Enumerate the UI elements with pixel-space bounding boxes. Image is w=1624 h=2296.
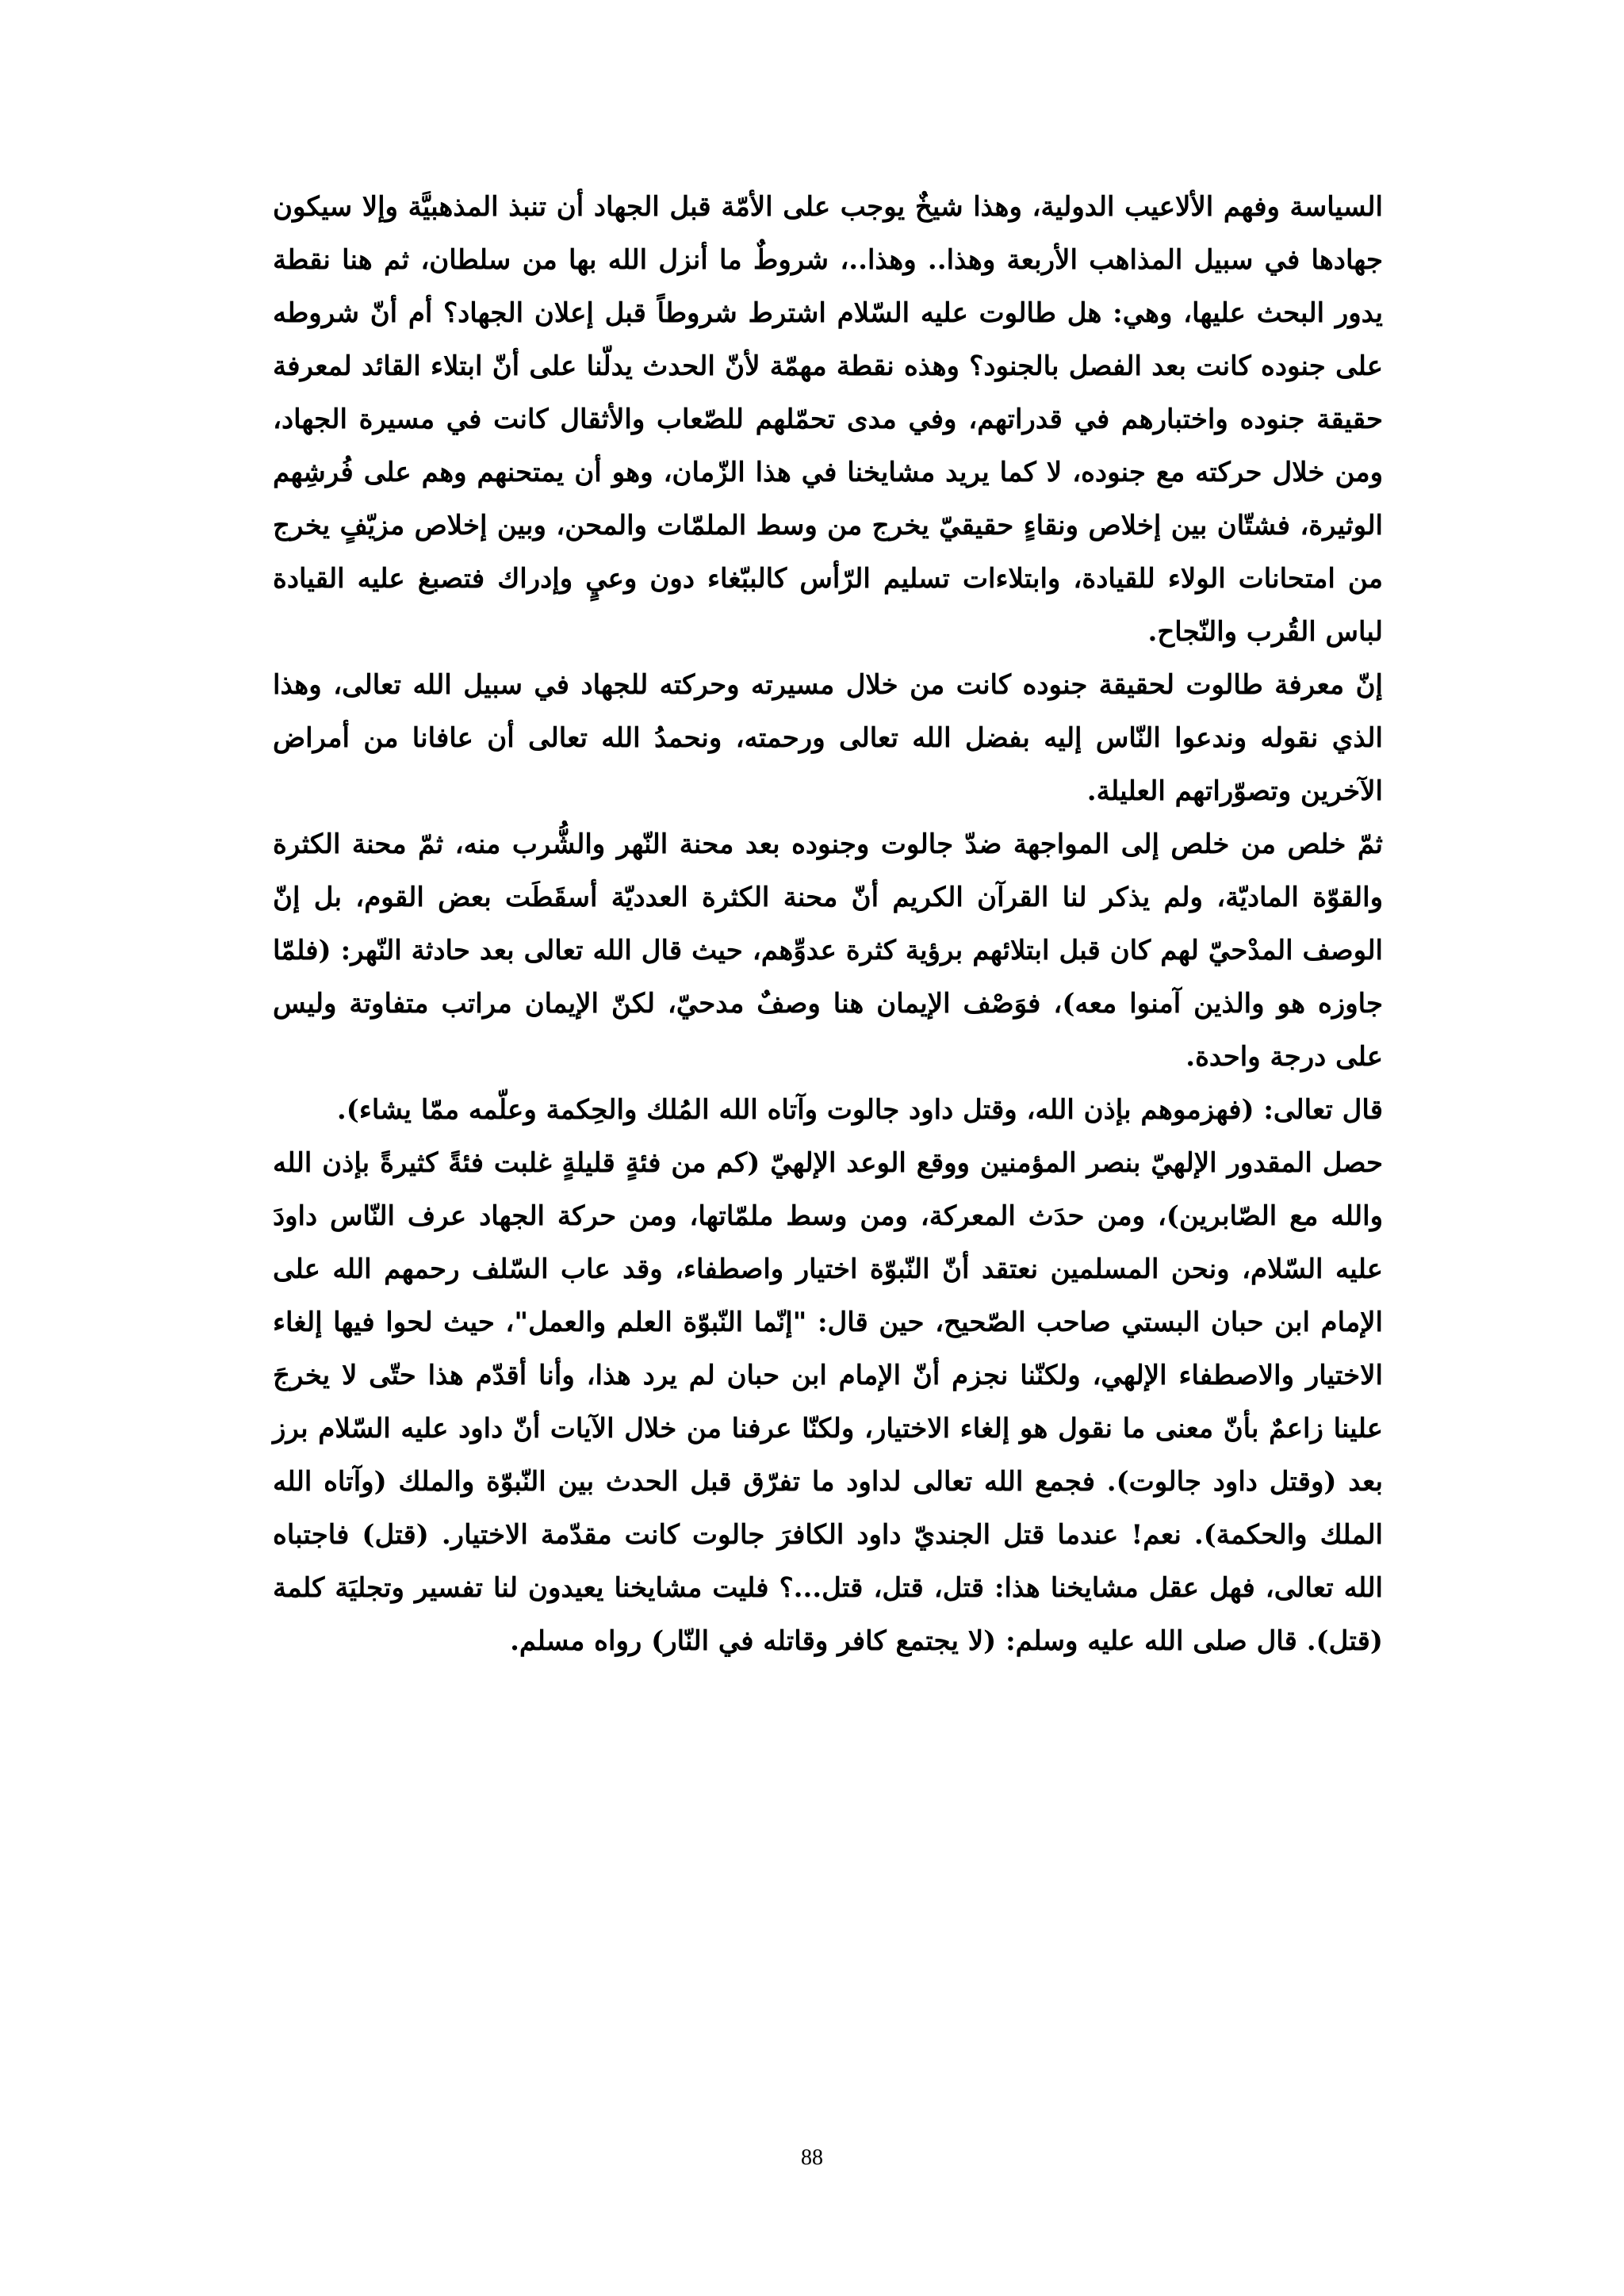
paragraph-5: حصل المقدور الإلهيّ بنصر المؤمنين ووقع الوعد الإلهيّ (كم من فئةٍ قليلةٍ غلبت فئةً كثيرةً بإذن الله والله مع الصّابرين)، ومن حدَث المعركة، ومن وسط ملمّاتها، ومن حركة الجهاد عرف النّاس داودَ عليه السّلام، ونحن المسلمين نعتقد أنّ النّبوّة اختيار واصطفاء، وقد عاب السّلف رحمهم الله على الإمام ابن حبان البستي صاحب الصّحيح، حين قال: "إنّما النّبوّة العلم والعمل"، حيث لحوا فيها إلغاء الاختيار والاصطفاء الإلهي، ولكنّنا نجزم أنّ الإمام ابن حبان لم يرد هذا، وأنا أقدّم هذا حتّى لا يخرجَ علينا زاعمٌ بأنّ معنى ما نقول هو إلغاء الاختيار، ولكنّا عرفنا من خلال الآيات أنّ داود عليه السّلام برز بعد (وقتل داود جالوت). فجمع الله تعالى لداود ما تفرّق قبل الحدث بين النّبوّة والملك (وآتاه الله الملك والحكمة). نعم! عندما قتل الجنديّ داود الكافرَ جالوت كانت مقدّمة الاختيار. (قتل) فاجتباه الله تعالى، فهل عقل مشايخنا هذا: قتل، قتل، قتل...؟ فليت مشايخنا يعيدون لنا تفسير وتجليَة كلمة (قتل). قال صلى الله عليه وسلم: (لا يجتمع كافر وقاتله في النّار) رواه مسلم. [273, 1147, 1383, 1657]
page-number: 88 [801, 2145, 823, 2170]
paragraph-3: ثمّ خلص من خلص إلى المواجهة ضدّ جالوت وجنوده بعد محنة النّهر والشُّرب منه، ثمّ محنة الكثرة والقوّة الماديّة، ولم يذكر لنا القرآن الكريم أنّ محنة الكثرة العدديّة أسقَطَت بعض القوم، بل إنّ الوصف المدْحيّ لهم كان قبل ابتلائهم برؤية كثرة عدوِّهم، حيث قال الله تعالى بعد حادثة النّهر: (فلمّا جاوزه هو والذين آمنوا معه)، فوَصْف الإيمان هنا وصفٌ مدحيّ، لكنّ الإيمان مراتب متفاوتة وليس على درجة واحدة. [273, 828, 1383, 1073]
paragraph-4: قال تعالى: (فهزموهم بإذن الله، وقتل داود جالوت وآتاه الله المُلك والحِكمة وعلّمه ممّا يشاء). [336, 1094, 1383, 1126]
paragraph-1: السياسة وفهم الألاعيب الدولية، وهذا شيخٌ يوجب على الأمّة قبل الجهاد أن تنبذ المذهبيَّة وإلا سيكون جهادها في سبيل المذاهب الأربعة وهذا.. وهذا..، شروطٌ ما أنزل الله بها من سلطان، ثم هنا نقطة يدور البحث عليها، وهي: هل طالوت عليه السّلام اشترط شروطاً قبل إعلان الجهاد؟ أم أنّ شروطه على جنوده كانت بعد الفصل بالجنود؟ وهذه نقطة مهمّة لأنّ الحدث يدلّنا على أنّ ابتلاء القائد لمعرفة حقيقة جنوده واختبارهم في قدراتهم، وفي مدى تحمّلهم للصّعاب والأثقال كانت في مسيرة الجهاد، ومن خلال حركته مع جنوده، لا كما يريد مشايخنا في هذا الزّمان، وهو أن يمتحنهم وهم على فُرشِهم الوثيرة، فشتّان بين إخلاص ونقاءٍ حقيقيّ يخرج من وسط الملمّات والمحن، وبين إخلاص مزيّفٍ يخرج من امتحانات الولاء للقيادة، وابتلاءات تسليم الرّأس كالببّغاء دون وعيٍ وإدراك فتصبغ عليه القيادة لباس القُرب والنّجاح. [273, 191, 1383, 648]
paragraph-2: إنّ معرفة طالوت لحقيقة جنوده كانت من خلال مسيرته وحركته للجهاد في سبيل الله تعالى، وهذا الذي نقوله وندعوا النّاس إليه بفضل الله تعالى ورحمته، ونحمدُ الله تعالى أن عافانا من أمراض الآخرين وتصوّراتهم العليلة. [273, 669, 1383, 807]
body-text [273, 181, 1383, 1668]
